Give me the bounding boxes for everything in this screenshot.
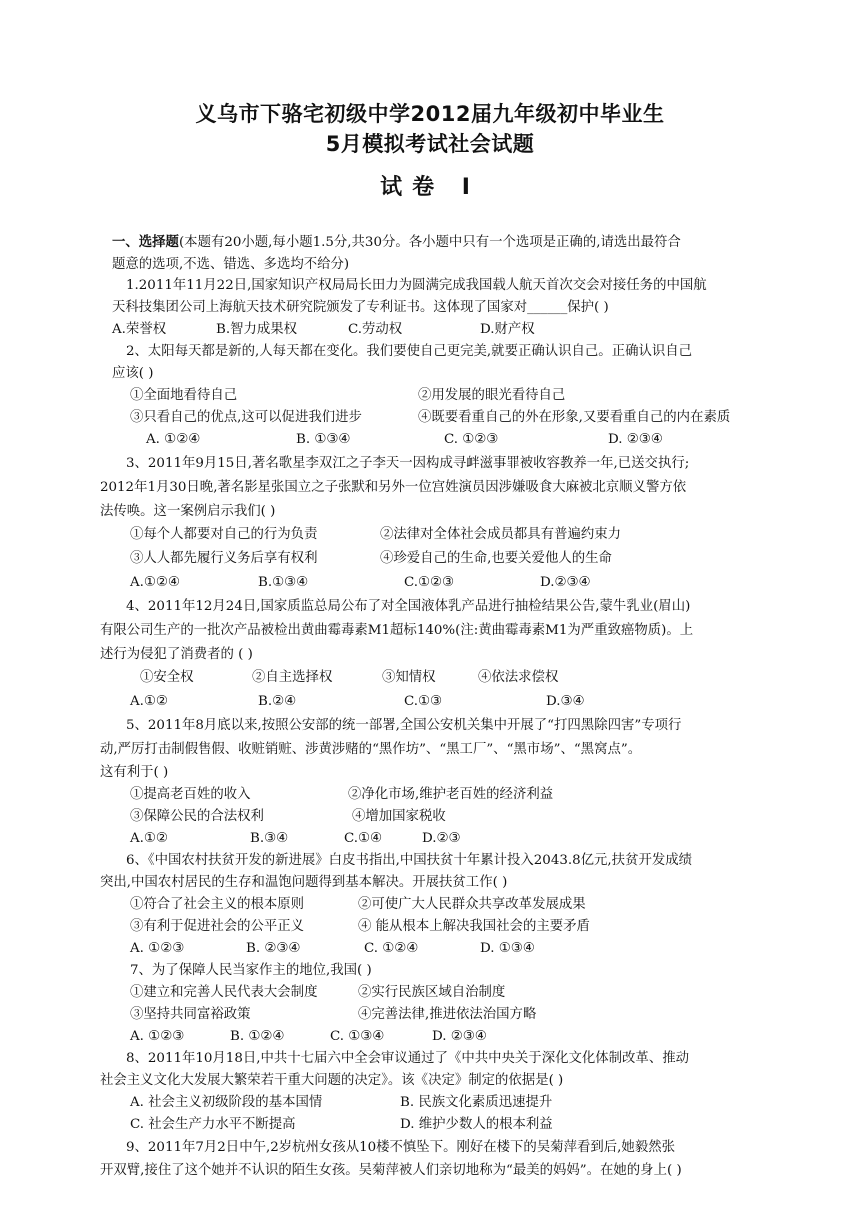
question-6-option-b: B. ②③④: [246, 941, 301, 956]
question-4-item-3: ③知情权: [382, 670, 436, 685]
question-6-item-3: ③有利于促进社会的公平正义: [130, 919, 305, 934]
question-1-stem-cont: 天科技集团公司上海航天技术研究院颁发了专利证书。这体现了国家对______保护( ): [112, 300, 609, 315]
section-instructions-text: (本题有20小题,每小题1.5分,共30分。各小题中只有一个选项是正确的,请选出最符合: [178, 235, 681, 250]
question-4-option-b: B.②④: [258, 694, 297, 709]
question-5-option-b: B.③④: [250, 831, 289, 846]
question-3-stem-cont2: 法传唤。这一案例启示我们( ): [100, 504, 276, 519]
question-3-stem: 3、2011年9月15日,著名歌星李双江之子李天一因构成寻衅滋事罪被收容教养一年,已送交执行;: [126, 456, 690, 471]
question-2-item-2: ②用发展的眼光看待自己: [418, 388, 566, 403]
question-3-option-a: A.①②④: [130, 575, 180, 590]
question-4-item-4: ④依法求偿权: [478, 670, 559, 685]
question-2-option-d: D. ②③④: [608, 432, 663, 447]
question-7-option-a: A. ①②③: [130, 1029, 185, 1044]
question-8-stem: 8、2011年10月18日,中共十七届六中全会审议通过了《中共中央关于深化文化体制改革、推动: [126, 1051, 689, 1066]
question-1-stem: 1.2011年11月22日,国家知识产权局局长田力为圆满完成我国载人航天首次交会对接任务的中国航: [126, 278, 707, 293]
question-3-item-4: ④珍爱自己的生命,也要关爱他人的生命: [380, 551, 612, 566]
question-7-option-d: D. ②③④: [432, 1029, 487, 1044]
question-8-stem-cont: 社会主义文化大发展大繁荣若干重大问题的决定》。该《决定》制定的依据是( ): [100, 1073, 564, 1088]
question-5-option-c: C.①④: [344, 831, 383, 846]
question-6-option-d: D. ①③④: [480, 941, 535, 956]
question-4-option-a: A.①②: [130, 694, 168, 709]
question-5-option-d: D.②③: [422, 831, 461, 846]
question-2-option-b: B. ①③④: [296, 432, 351, 447]
question-6-item-1: ①符合了社会主义的根本原则: [130, 897, 305, 912]
question-2-item-1: ①全面地看待自己: [130, 388, 238, 403]
question-7-item-2: ②实行民族区域自治制度: [358, 985, 506, 1000]
section-instructions: [112, 233, 681, 253]
question-1-option-a: A.荣誉权: [112, 322, 167, 337]
question-8-option-d: D. 维护少数人的根本利益: [400, 1117, 553, 1132]
exam-title-line1: 义乌市下骆宅初级中学2012届九年级初中毕业生: [195, 102, 665, 126]
question-2-item-3: ③只看自己的优点,这可以促进我们进步: [130, 410, 362, 425]
question-7-item-1: ①建立和完善人民代表大会制度: [130, 985, 318, 1000]
question-2-option-a: A. ①②④: [146, 432, 201, 447]
question-4-stem-cont2: 述行为侵犯了消费者的 ( ): [100, 647, 253, 662]
question-5-stem-cont2: 这有利于( ): [100, 765, 169, 780]
question-8-option-c: C. 社会生产力水平不断提高: [130, 1117, 296, 1132]
question-2-option-c: C. ①②③: [444, 432, 499, 447]
question-7-option-b: B. ①②④: [230, 1029, 285, 1044]
section-heading: 一、选择题: [112, 235, 179, 250]
question-1-option-d: D.财产权: [480, 322, 535, 337]
question-3-item-2: ②法律对全体社会成员都具有普遍约束力: [380, 527, 622, 542]
question-4-stem: 4、2011年12月24日,国家质监总局公布了对全国液体乳产品进行抽检结果公告,蒙牛乳业(眉山): [126, 599, 691, 614]
question-5-stem: 5、2011年8月底以来,按照公安部的统一部署,全国公安机关集中开展了“打四黑除四害”专项行: [126, 718, 682, 733]
question-5-item-3: ③保障公民的合法权利: [130, 809, 264, 824]
question-7-item-4: ④完善法律,推进依法治国方略: [358, 1007, 537, 1022]
question-2-item-4: ④既要看重自己的外在形象,又要看重自己的内在素质: [418, 410, 731, 425]
question-4-option-c: C.①③: [404, 694, 443, 709]
question-3-option-c: C.①②③: [404, 575, 455, 590]
question-7-item-3: ③坚持共同富裕政策: [130, 1007, 251, 1022]
question-3-item-3: ③人人都先履行义务后享有权利: [130, 551, 318, 566]
question-6-item-2: ②可使广大人民群众共享改革发展成果: [358, 897, 586, 912]
question-8-option-a: A. 社会主义初级阶段的基本国情: [130, 1095, 323, 1110]
question-5-item-1: ①提高老百姓的收入: [130, 787, 251, 802]
question-6-option-c: C. ①②④: [364, 941, 419, 956]
question-3-stem-cont: 2012年1月30日晚,著名影星张国立之子张默和另外一位宫姓演员因涉嫌吸食大麻被北京顺义警方依: [100, 480, 687, 495]
question-5-stem-cont: 动,严厉打击制假售假、收赃销赃、涉黄涉赌的“黑作坊”、“黑工厂”、“黑市场”、“黑窝点”。: [100, 742, 642, 757]
question-4-option-d: D.③④: [546, 694, 585, 709]
question-6-option-a: A. ①②③: [130, 941, 185, 956]
question-6-item-4: ④ 能从根本上解决我国社会的主要矛盾: [358, 919, 590, 934]
question-1-option-b: B.智力成果权: [216, 322, 298, 337]
question-2-stem: 2、太阳每天都是新的,人每天都在变化。我们要使自己更完美,就要正确认识自己。正确认识自己: [126, 344, 693, 359]
question-5-item-4: ④增加国家税收: [352, 809, 446, 824]
question-3-item-1: ①每个人都要对自己的行为负责: [130, 527, 318, 542]
question-3-option-b: B.①③④: [258, 575, 309, 590]
question-7-option-c: C. ①③④: [330, 1029, 385, 1044]
question-4-item-1: ①安全权: [140, 670, 194, 685]
question-2-stem-cont: 应该( ): [112, 366, 154, 381]
question-9-stem-cont: 开双臂,接住了这个她并不认识的陌生女孩。吴菊萍被人们亲切地称为“最美的妈妈”。在她的身上( ): [100, 1163, 682, 1178]
question-1-option-c: C.劳动权: [348, 322, 403, 337]
question-6-stem: 6、《中国农村扶贫开发的新进展》白皮书指出,中国扶贫十年累计投入2043.8亿元,扶贫开发成绩: [126, 853, 693, 868]
question-3-option-d: D.②③④: [540, 575, 591, 590]
question-7-stem: 7、为了保障人民当家作主的地位,我国( ): [130, 963, 372, 978]
section-instructions-cont: 题意的选项,不选、错选、多选均不给分): [112, 257, 350, 272]
paper-label: 试卷 Ⅰ: [380, 175, 480, 200]
question-5-item-2: ②净化市场,维护老百姓的经济利益: [348, 787, 554, 802]
question-5-option-a: A.①②: [130, 831, 168, 846]
question-9-stem: 9、2011年7月2日中午,2岁杭州女孩从10楼不慎坠下。刚好在楼下的吴菊萍看到后,她毅然张: [126, 1140, 675, 1155]
question-6-stem-cont: 突出,中国农村居民的生存和温饱问题得到基本解决。开展扶贫工作( ): [100, 875, 508, 890]
question-4-stem-cont: 有限公司生产的一批次产品被检出黄曲霉毒素M1超标140%(注:黄曲霉毒素M1为严重致癌物质)。上: [100, 623, 694, 638]
question-8-option-b: B. 民族文化素质迅速提升: [400, 1095, 553, 1110]
question-4-item-2: ②自主选择权: [252, 670, 333, 685]
exam-title-line2: 5月模拟考试社会试题: [325, 132, 535, 156]
